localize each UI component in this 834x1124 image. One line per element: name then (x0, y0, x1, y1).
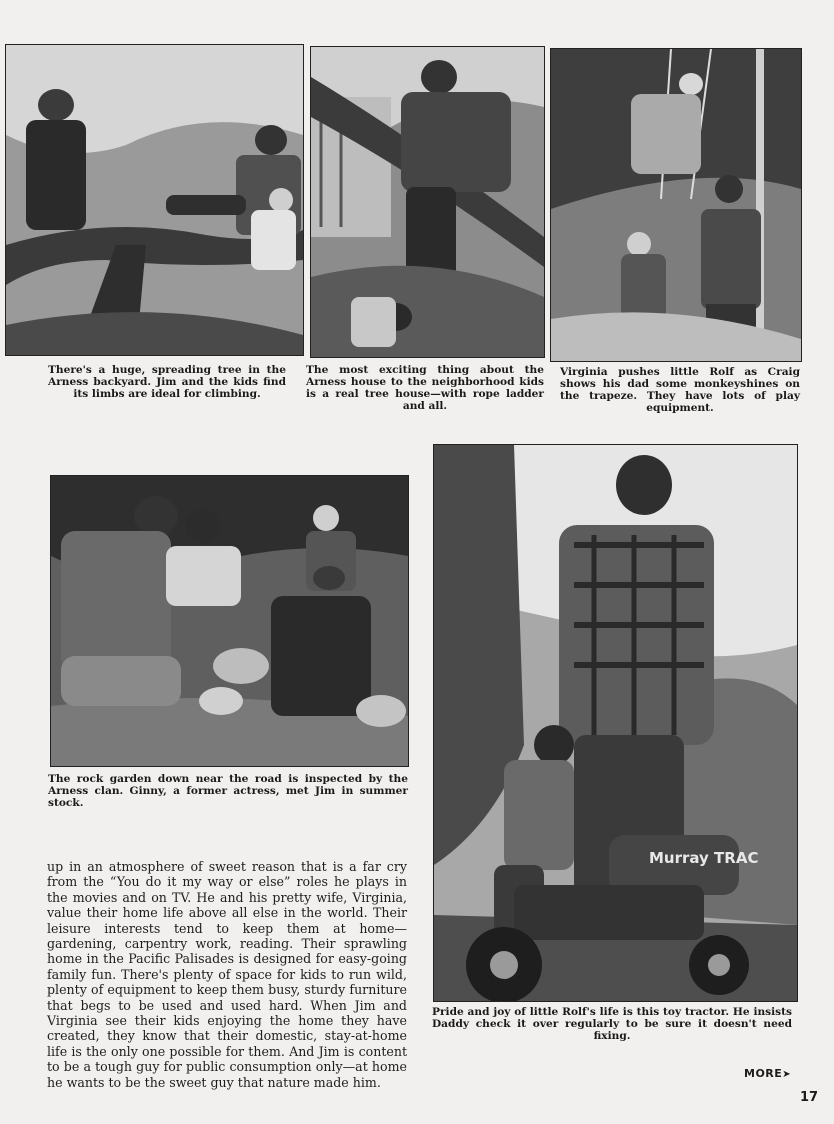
photo-rock-garden (50, 475, 409, 767)
caption-rock-garden: The rock garden down near the road is inspected by the Arness clan. Ginny, a former actress, met Jim in summer stock. (48, 773, 408, 809)
caption-tree: There's a huge, spreading tree in the Arness backyard. Jim and the kids find its limbs are ideal for climbing. (48, 364, 286, 400)
photo-tree-climbing (5, 44, 304, 356)
tree-climbing-illustration (6, 45, 303, 355)
more-link[interactable] (744, 1067, 791, 1080)
tree-house-illustration (311, 47, 544, 357)
toy-tractor-illustration (434, 445, 797, 1001)
trapeze-illustration (551, 49, 801, 361)
photo-tree-house (310, 46, 545, 358)
caption-trapeze: Virginia pushes little Rolf as Craig shows his dad some monkeyshines on the trapeze. They have lots of play equipment. (560, 366, 800, 414)
article-body-text: up in an atmosphere of sweet reason that is a far cry from the “You do it my way or else” roles he plays in the movies and on TV. He and his pretty wife, Virginia, value their home life above all else in the world. Their leisure interests tend to keep them at home—gardening, carpentry work, reading. Their sprawling home in the Pacific Palisades is designed for easy-going family fun. There's plenty of space for kids to run wild, plenty of equipment to keep them busy, sturdy furniture that begs to be used and used hard. When Jim and Virginia see their kids enjoying the home they have created, they know that their domestic, stay-at-home life is the only one possible for them. And Jim is content to be a tough guy for public consumption only—at home he wants to be the sweet guy that nature made him. (47, 859, 407, 1090)
tractor-brand-label: Murray TRAC (649, 849, 759, 867)
photo-toy-tractor (433, 444, 798, 1002)
photo-trapeze (550, 48, 802, 362)
rock-garden-illustration (51, 476, 408, 766)
caption-tractor: Pride and joy of little Rolf's life is this toy tractor. He insists Daddy check it over regularly to be sure it doesn't need fixing. (432, 1006, 792, 1042)
arrow-right-icon: ➤ (782, 1069, 792, 1080)
more-label: MORE (744, 1067, 783, 1080)
caption-treehouse: The most exciting thing about the Arness house to the neighborhood kids is a real tree house—with rope ladder and all. (306, 364, 544, 412)
page-number: 17 (800, 1090, 819, 1105)
